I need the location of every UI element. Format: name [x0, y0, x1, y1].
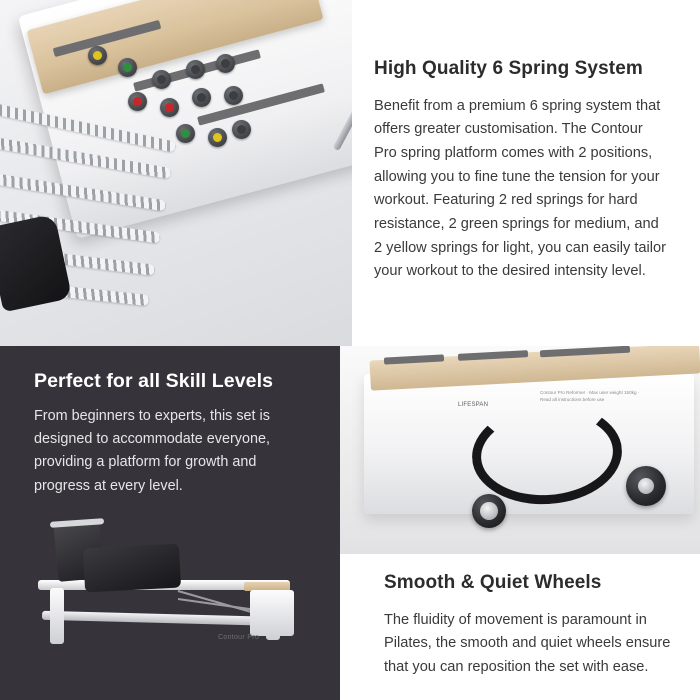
spring-knob-green	[118, 58, 137, 77]
spring-knob-plain	[192, 88, 211, 107]
panel-wheels	[340, 346, 700, 700]
brand-badge: LIFESPAN	[458, 402, 489, 408]
skill-levels-heading: Perfect for all Skill Levels	[34, 370, 274, 392]
wheels-body: The fluidity of movement is paramount in Pilates, the smooth and quiet wheels ensure that you can reposition the set with ease.	[384, 611, 671, 676]
spring-knob-plain	[152, 70, 171, 89]
product-logo: Contour Pro	[218, 633, 260, 641]
wheel-hub	[480, 502, 498, 520]
wheels-illustration	[340, 346, 700, 554]
spring-system-heading: High Quality 6 Spring System	[374, 58, 643, 79]
wheels-text	[340, 554, 700, 680]
wheels-image	[340, 346, 700, 554]
panel-skill-levels	[0, 346, 340, 700]
spring-platform-illustration	[0, 0, 352, 346]
spring-knob-red	[128, 92, 147, 111]
spring-knob-plain	[232, 120, 251, 139]
reformer-end-frame	[250, 590, 294, 636]
spring-system-body: Benefit from a premium 6 spring system that offers greater customisation. The Contour Pro spring platform comes with 2 positions, allowing you to fine tune the tension for your workout. Featuring 2 red springs for hard resistance, 2 green springs for medium, and 2 yellow springs for light, you can easily tailor your workout to the desired intensity level.	[374, 97, 667, 280]
spring-knob-green	[176, 124, 195, 143]
wheel-hub	[638, 478, 654, 494]
spring-system-text	[352, 0, 700, 346]
fineprint-label: Contour Pro Reformer · Max user weight 150kg · Read all instructions before use	[540, 390, 640, 402]
panel-spring-system	[0, 0, 700, 346]
spring-knob-plain	[186, 60, 205, 79]
full-reformer-illustration	[28, 518, 308, 693]
spring-knob-red	[160, 98, 179, 117]
reformer-carriage	[83, 543, 181, 592]
spring-knob-plain	[224, 86, 243, 105]
spring-knob-yellow	[88, 46, 107, 65]
spring-knob-plain	[216, 54, 235, 73]
spring-knob-yellow	[208, 128, 227, 147]
spring-system-image	[0, 0, 352, 346]
reformer-leg	[50, 588, 64, 644]
skill-levels-body: From beginners to experts, this set is designed to accommodate everyone, providing a platform for growth and progress at every level.	[34, 408, 270, 494]
wheels-heading: Smooth & Quiet Wheels	[384, 572, 602, 593]
